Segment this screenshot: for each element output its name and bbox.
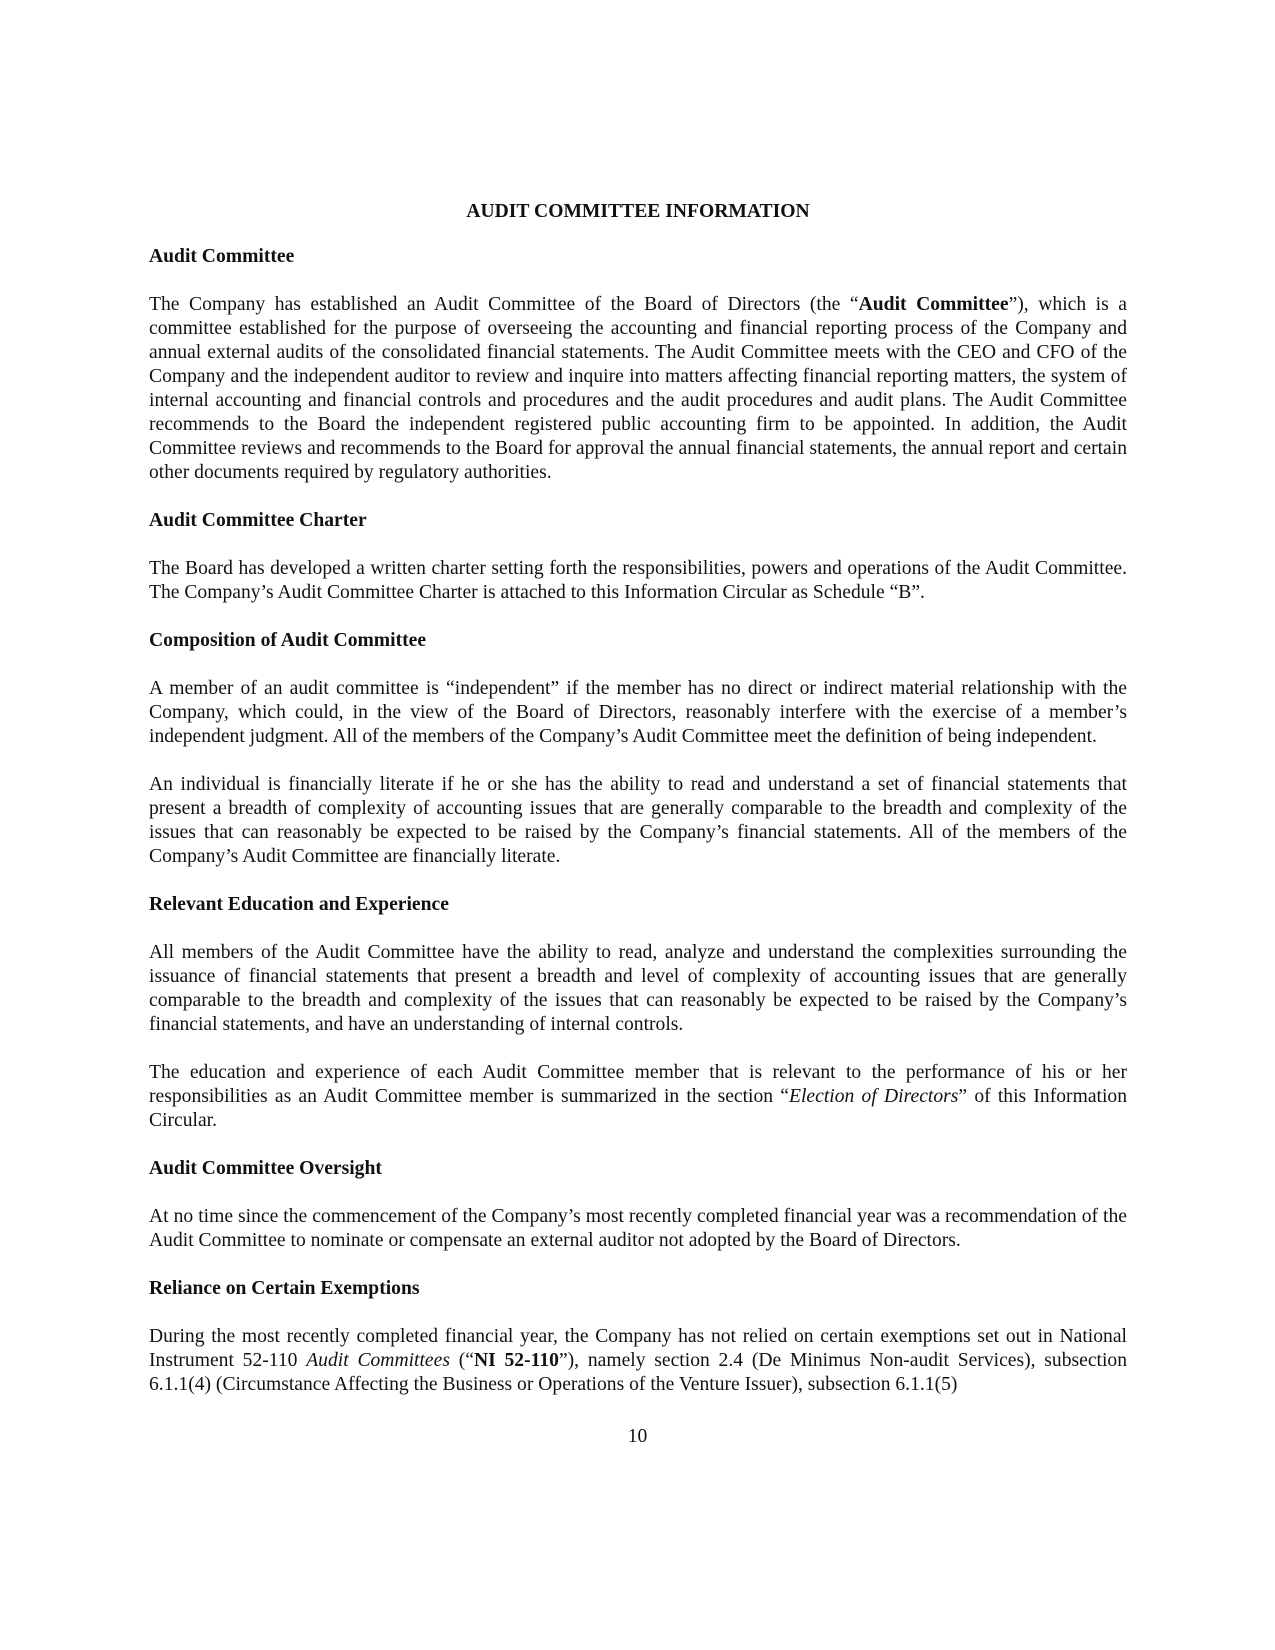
paragraph-education-1: All members of the Audit Committee have the ability to read, analyze and understand the complexities surrounding the issuance of financial statements that present a breadth and level of complexity of accounting issues that are generally comparable to the breadth and complexity of the issues that can reasonably be expected to be raised by the Company’s financial statements, and have an understanding of internal controls. <box>149 942 1127 1035</box>
section-heading-education: Relevant Education and Experience <box>149 894 449 915</box>
section-heading-audit-committee: Audit Committee <box>149 246 295 267</box>
page-number: 10 <box>627 1426 648 1447</box>
paragraph-independence: A member of an audit committee is “independent” if the member has no direct or indirect material relationship with the Company, which could, in the view of the Board of Directors, reasonably interfere with the exercise of a member’s independent judgment. All of the members of the Company’s Audit Committee meet the definition of being independent. <box>149 678 1127 747</box>
section-reference: Election of Directors <box>789 1086 959 1107</box>
paragraph-financial-literacy: An individual is financially literate if he or she has the ability to read and understand a set of financial statements that present a breadth of complexity of accounting issues that are generally comparable to the breadth and complexity of the issues that can reasonably be expected to be raised by the Company’s financial statements. All of the members of the Company’s Audit Committee are financially literate. <box>149 774 1127 867</box>
paragraph-charter: The Board has developed a written charter setting forth the responsibilities, powers and operations of the Audit Committee. The Company’s Audit Committee Charter is attached to this Information Circular as Schedule “B”. <box>149 558 1127 603</box>
document-page <box>149 200 1127 1397</box>
paragraph-audit-committee: The Company has established an Audit Committee of the Board of Directors (the “Audit Committee”), which is a committee established for the purpose of overseeing the accounting and financial reporting process of the Company and annual external audits of the consolidated financial statements. The Audit Committee meets with the CEO and CFO of the Company and the independent auditor to review and inquire into matters affecting financial reporting matters, the system of internal accounting and financial controls and procedures and the audit procedures and audit plans. The Audit Committee recommends to the Board the independent registered public accounting firm to be appointed. In addition, the Audit Committee reviews and recommends to the Board for approval the annual financial statements, the annual report and certain other documents required by regulatory authorities. <box>149 294 1127 483</box>
paragraph-exemptions: During the most recently completed financial year, the Company has not relied on certain exemptions set out in National Instrument 52-110 Audit Committees (“NI 52-110”), namely section 2.4 (De Minimus Non-audit Services), subsection 6.1.1(4) (Circumstance Affecting the Business or Operations of the Venture Issuer), subsection 6.1.1(5) <box>149 1326 1128 1395</box>
document-title: AUDIT COMMITTEE INFORMATION <box>466 201 810 222</box>
defined-term-ni: NI 52-110 <box>473 1350 559 1371</box>
section-heading-oversight: Audit Committee Oversight <box>149 1158 382 1179</box>
defined-term-audit-committee: Audit Committee <box>858 294 1009 315</box>
section-heading-charter: Audit Committee Charter <box>149 510 367 531</box>
section-heading-composition: Composition of Audit Committee <box>149 630 427 651</box>
instrument-title: Audit Committees <box>306 1350 450 1371</box>
section-heading-exemptions: Reliance on Certain Exemptions <box>149 1278 420 1299</box>
paragraph-education-2: The education and experience of each Audit Committee member that is relevant to the performance of his or her responsibilities as an Audit Committee member is summarized in the section “Election of Directors” of this Information Circular. <box>149 1062 1127 1131</box>
paragraph-oversight: At no time since the commencement of the Company’s most recently completed financial year was a recommendation of the Audit Committee to nominate or compensate an external auditor not adopted by the Board of Directors. <box>149 1206 1127 1251</box>
